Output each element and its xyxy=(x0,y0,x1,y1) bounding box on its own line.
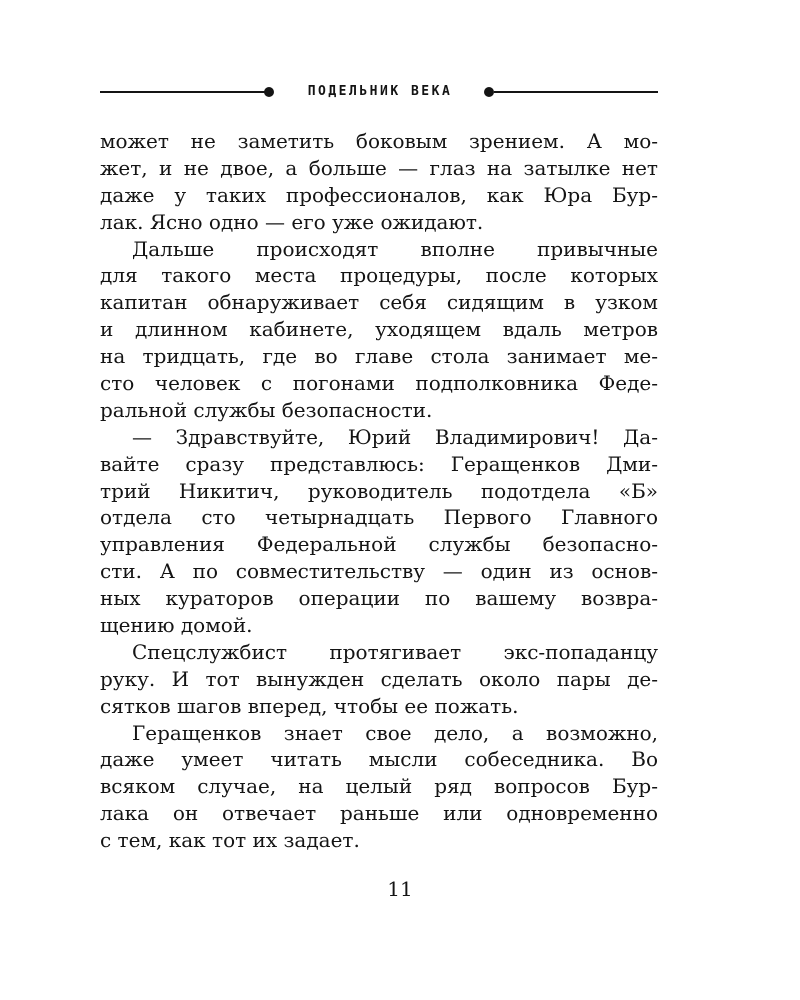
paragraph xyxy=(100,639,658,720)
text-line: Геращенков знает свое дело, а возможно, xyxy=(132,720,658,745)
text-line: сятков шагов вперед, чтобы ее пожать. xyxy=(100,693,519,718)
text-line: всяком случае, на целый ряд вопросов Бур- xyxy=(100,774,658,799)
text-line: Спецслужбист протягивает экс-попаданцу xyxy=(132,639,658,664)
text-line: отдела сто четырнадцать Первого Главного xyxy=(100,505,658,530)
page-number: 11 xyxy=(387,877,413,901)
paragraph xyxy=(100,720,658,854)
header-bullet-left-icon xyxy=(264,87,274,97)
text-line: сто человек с погонами подполковника Феде- xyxy=(100,371,658,396)
text-line: управления Федеральной службы безопасно- xyxy=(100,532,658,557)
text-line: с тем, как тот их задает. xyxy=(100,828,360,853)
text-line: лак. Ясно одно — его уже ожидают. xyxy=(100,209,484,234)
text-line: трий Никитич, руководитель подотдела «Б» xyxy=(100,478,658,503)
text-line: щению домой. xyxy=(100,613,253,638)
text-line: на тридцать, где во главе стола занимает ме- xyxy=(100,344,658,369)
running-head xyxy=(100,80,658,104)
header-rule-right xyxy=(494,91,658,93)
text-line: лака он отвечает раньше или одновременно xyxy=(100,801,658,826)
text-line: руку. И тот вынужден сделать около пары де- xyxy=(100,666,658,691)
text-line: ральной службы безопасности. xyxy=(100,397,433,422)
text-line: сти. А по совместительству — один из основ- xyxy=(100,559,658,584)
text-line: жет, и не двое, а больше — глаз на затылке нет xyxy=(100,155,658,180)
text-line: для такого места процедуры, после которых xyxy=(100,263,658,288)
paragraph xyxy=(100,236,658,424)
text-line: даже у таких профессионалов, как Юра Бур- xyxy=(100,182,658,207)
text-line: может не заметить боковым зрением. А мо- xyxy=(100,129,658,153)
paragraph xyxy=(100,424,658,639)
header-rule-left xyxy=(100,91,266,93)
text-line: ных кураторов операции по вашему возвра- xyxy=(100,586,658,611)
text-line: капитан обнаруживает себя сидящим в узком xyxy=(100,290,658,315)
text-line: даже умеет читать мысли собеседника. Во xyxy=(100,747,658,772)
body-text xyxy=(100,128,658,854)
header-bullet-right-icon xyxy=(484,87,494,97)
book-title: ПОДЕЛЬНИК ВЕКА xyxy=(307,84,453,99)
text-line: Дальше происходят вполне привычные xyxy=(132,236,658,261)
text-line: — Здравствуйте, Юрий Владимирович! Да- xyxy=(132,424,658,449)
paragraph xyxy=(100,128,658,236)
text-line: и длинном кабинете, уходящем вдаль метров xyxy=(100,317,658,342)
text-line: вайте сразу представлюсь: Геращенков Дми- xyxy=(100,451,658,476)
